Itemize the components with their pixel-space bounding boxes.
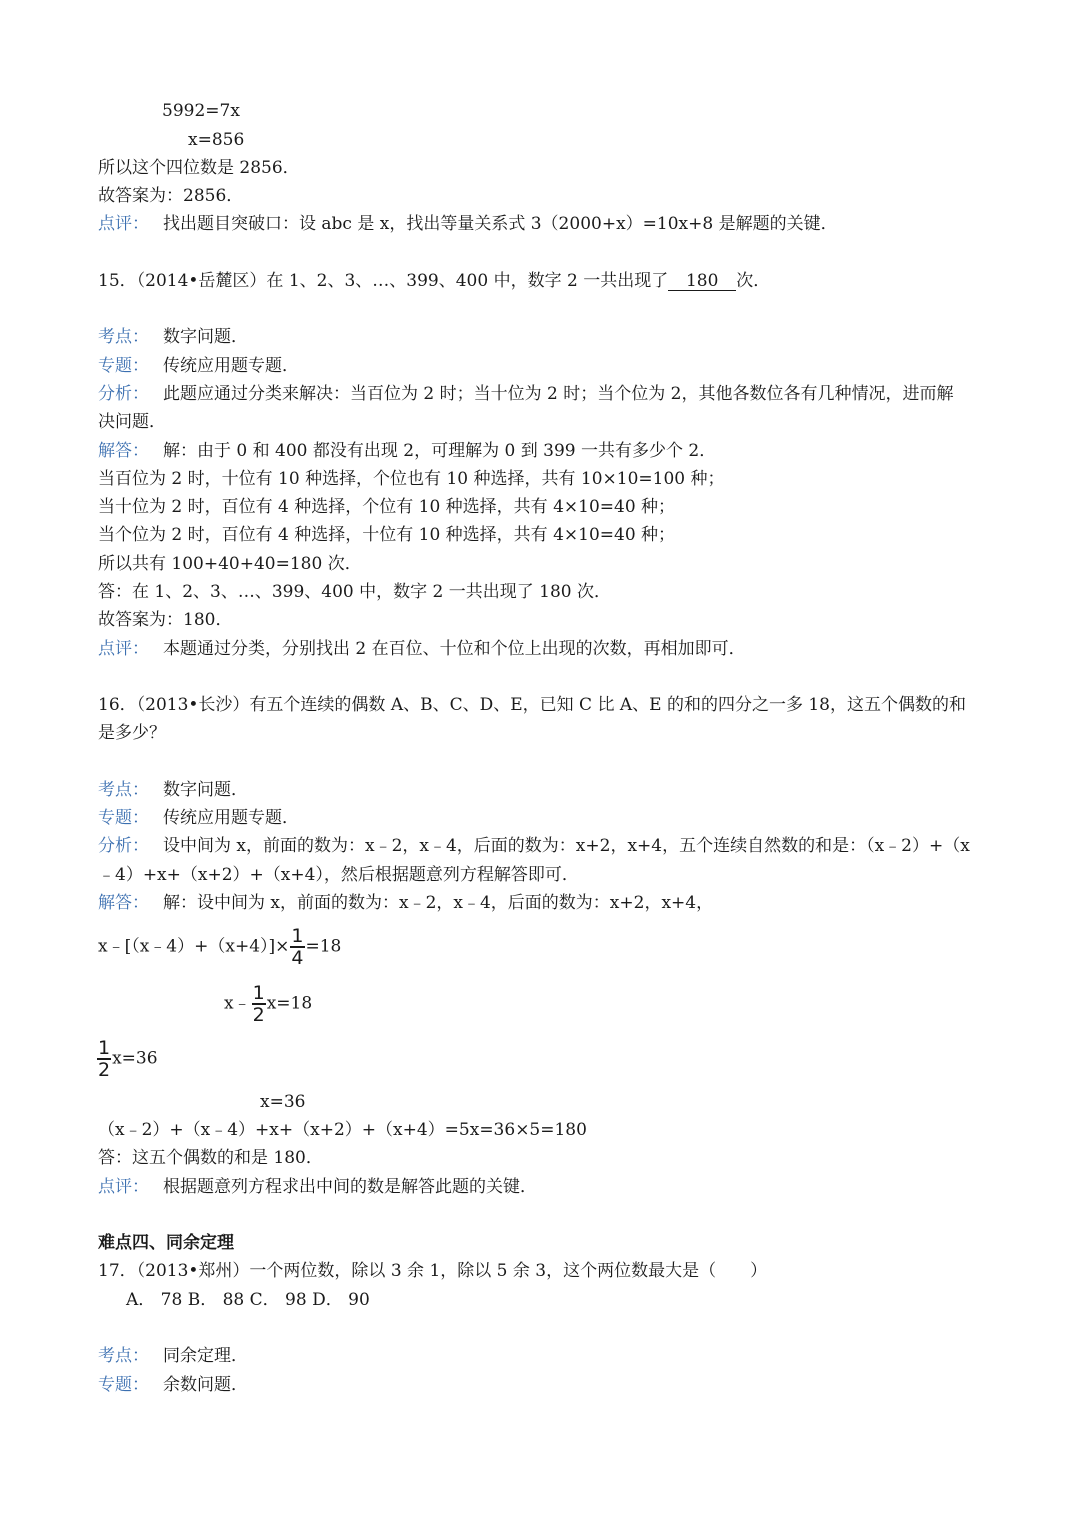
equation-text: x﹣[（x﹣4）+（x+4）]× xyxy=(98,936,290,957)
dianping-label: 点评： xyxy=(98,1177,149,1197)
answer-options: A． 78 B． 88 C． 98 D． 90 xyxy=(126,1290,370,1310)
fraction xyxy=(97,1038,111,1080)
comment-text: 找出题目突破口：设 abc 是 x，找出等量关系式 3（2000+x）=10x+8 是解题的关键． xyxy=(163,214,838,234)
fenxi-row xyxy=(98,835,970,857)
question-stem: 17．（2013•郑州）一个两位数，除以 3 余 1，除以 5 余 3，这个两位数最大是（ ） xyxy=(98,1261,768,1281)
question-stem: 16．（2013•长沙）有五个连续的偶数 A、B、C、D、E，已知 C 比 A、E 的和的四分之一多 18，这五个偶数的和 xyxy=(98,695,966,715)
kaodian-label: 考点： xyxy=(98,327,149,347)
question-stem-continuation: 是多少？ xyxy=(98,723,166,743)
comment-label: 点评： xyxy=(98,214,149,234)
solution-line: 当十位为 2 时，百位有 4 种选择，个位有 10 种选择，共有 4×10=40 种； xyxy=(98,497,676,517)
comment-row xyxy=(98,213,838,235)
fenxi-text: 设中间为 x，前面的数为：x﹣2，x﹣4，后面的数为：x+2，x+4，五个连续自然数的和是：（x﹣2）+（x xyxy=(163,836,970,856)
zhuanti-label: 专题： xyxy=(98,808,149,828)
answer-blank: 180 xyxy=(668,272,736,291)
answer-line: 故答案为：180． xyxy=(98,610,233,630)
kaodian-label: 考点： xyxy=(98,1346,149,1366)
equation-line xyxy=(224,983,312,1025)
fraction-denominator: 2 xyxy=(98,1059,111,1081)
question-stem-text: 15．（2014•岳麓区）在 1、2、3、…、399、400 中，数字 2 一共出现了 xyxy=(98,271,669,291)
zhuanti-text: 传统应用题专题． xyxy=(163,808,299,828)
equation-text: x﹣ xyxy=(224,993,251,1014)
fraction-numerator: 1 xyxy=(252,982,265,1004)
zhuanti-row xyxy=(98,355,299,377)
fraction-numerator: 1 xyxy=(98,1037,111,1059)
text-line: 所以这个四位数是 2856． xyxy=(98,158,300,178)
fenxi-row xyxy=(98,383,953,405)
zhuanti-label: 专题： xyxy=(98,356,149,376)
zhuanti-label: 专题： xyxy=(98,1375,149,1395)
equation-line: 5992=7x xyxy=(162,101,240,121)
zhuanti-row xyxy=(98,1374,248,1396)
kaodian-row xyxy=(98,1345,248,1367)
fenxi-label: 分析： xyxy=(98,384,149,404)
kaodian-text: 数字问题． xyxy=(163,327,248,347)
fenxi-label: 分析： xyxy=(98,836,149,856)
solution-line: 答：在 1、2、3、…、399、400 中，数字 2 一共出现了 180 次． xyxy=(98,582,612,602)
jieda-text: 解：由于 0 和 400 都没有出现 2，可理解为 0 到 399 一共有多少个 2． xyxy=(163,441,717,461)
equation-line xyxy=(96,1038,158,1080)
fraction xyxy=(290,926,304,968)
solution-line: 当个位为 2 时，百位有 4 种选择，十位有 10 种选择，共有 4×10=40 种； xyxy=(98,525,676,545)
dianping-label: 点评： xyxy=(98,639,149,659)
kaodian-row xyxy=(98,326,248,348)
fraction-denominator: 2 xyxy=(252,1004,265,1026)
fraction-denominator: 4 xyxy=(291,947,304,969)
answer-line: 故答案为：2856． xyxy=(98,186,244,206)
answer-line: 答：这五个偶数的和是 180． xyxy=(98,1148,323,1168)
zhuanti-text: 余数问题． xyxy=(163,1375,248,1395)
dianping-row xyxy=(98,1176,537,1198)
equation-line: x=856 xyxy=(188,130,245,150)
question-stem-text: 次． xyxy=(736,271,771,291)
kaodian-text: 数字问题． xyxy=(163,780,248,800)
dianping-text: 根据题意列方程求出中间的数是解答此题的关键． xyxy=(163,1177,537,1197)
dianping-text: 本题通过分类，分别找出 2 在百位、十位和个位上出现的次数，再相加即可． xyxy=(163,639,746,659)
fenxi-continuation: 决问题． xyxy=(98,412,166,432)
jieda-label: 解答： xyxy=(98,441,149,461)
kaodian-label: 考点： xyxy=(98,780,149,800)
equation-line: （x﹣2）+（x﹣4）+x+（x+2）+（x+4）=5x=36×5=180 xyxy=(98,1120,587,1140)
equation-text: x=18 xyxy=(266,993,313,1014)
equation-line xyxy=(98,926,341,968)
kaodian-text: 同余定理． xyxy=(163,1346,248,1366)
zhuanti-text: 传统应用题专题． xyxy=(163,356,299,376)
equation-line: x=36 xyxy=(260,1092,306,1112)
fraction xyxy=(252,983,266,1025)
solution-line: 所以共有 100+40+40=180 次． xyxy=(98,554,362,574)
zhuanti-row xyxy=(98,807,299,829)
section-heading: 难点四、同余定理 xyxy=(98,1233,234,1253)
fraction-numerator: 1 xyxy=(291,925,304,947)
jieda-label: 解答： xyxy=(98,893,149,913)
jieda-row xyxy=(98,892,713,914)
equation-text: x=36 xyxy=(112,1048,158,1069)
jieda-row xyxy=(98,440,716,462)
fenxi-continuation: ﹣4）+x+（x+2）+（x+4），然后根据题意列方程解答即可． xyxy=(98,865,579,885)
fenxi-text: 此题应通过分类来解决：当百位为 2 时；当十位为 2 时；当个位为 2，其他各数位各有几种情况，进而解 xyxy=(163,384,954,404)
equation-text: =18 xyxy=(305,936,342,957)
jieda-text: 解：设中间为 x，前面的数为：x﹣2，x﹣4，后面的数为：x+2，x+4， xyxy=(163,893,714,913)
dianping-row xyxy=(98,638,746,660)
solution-line: 当百位为 2 时，十位有 10 种选择，个位也有 10 种选择，共有 10×10=100 种； xyxy=(98,469,725,489)
kaodian-row xyxy=(98,779,248,801)
question-stem xyxy=(98,270,770,292)
